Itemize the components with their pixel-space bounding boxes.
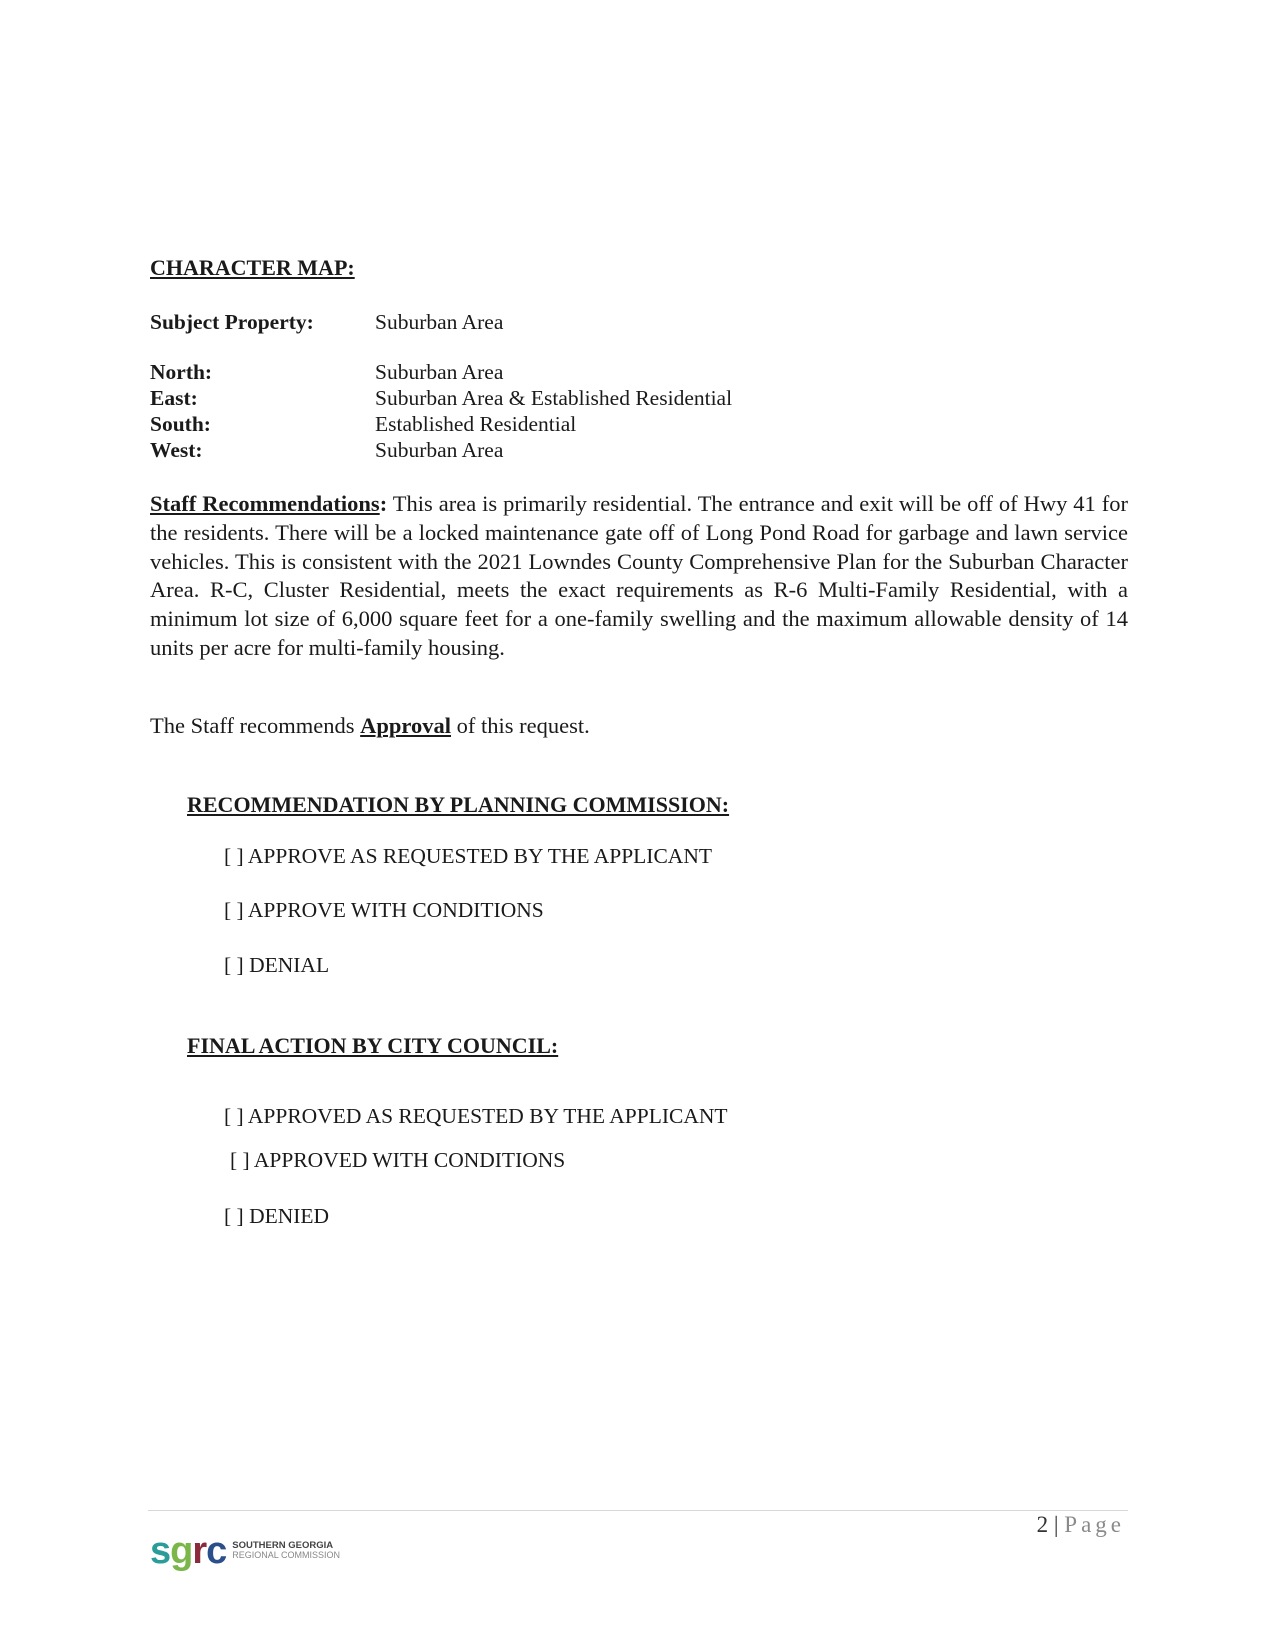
direction-value: Suburban Area <box>375 438 504 462</box>
logo-text-line1: SOUTHERN GEORGIA <box>232 1540 334 1552</box>
subject-property-label: Subject Property: <box>150 310 314 334</box>
page-number-separator: | <box>1053 1512 1059 1537</box>
planning-option-approve-conditions: [ ] APPROVE WITH CONDITIONS <box>224 898 544 922</box>
recommend-approval: Approval <box>360 713 452 738</box>
logo-text-line2: REGIONAL COMMISSION <box>232 1550 340 1561</box>
footer-rule <box>148 1510 1128 1511</box>
planning-option-approve: [ ] APPROVE AS REQUESTED BY THE APPLICANT <box>224 844 712 868</box>
staff-recommendations-paragraph <box>150 490 1128 663</box>
staff-recommendations-colon: : <box>379 491 388 516</box>
council-option-approved: [ ] APPROVED AS REQUESTED BY THE APPLICANT <box>224 1104 728 1128</box>
sgrc-logo-mark <box>150 1532 226 1570</box>
logo-letter-r: r <box>192 1530 207 1572</box>
character-map-heading: CHARACTER MAP: <box>150 255 355 280</box>
sgrc-logo-text <box>232 1541 340 1560</box>
planning-commission-heading: RECOMMENDATION BY PLANNING COMMISSION: <box>187 792 730 817</box>
subject-property-value: Suburban Area <box>375 310 504 334</box>
staff-recommendations-text: This area is primarily residential. The entrance and exit will be off of Hwy 41 for the residents. There will be a locked maintenance gate off of Long Pond Road for garbage and lawn service vehicles. This is consistent with the 2021 Lowndes County Comprehensive Plan for the Suburban Character Area. R-C, Cluster Residential, meets the exact requirements as R-6 Multi-Family Residential, with a minimum lot size of 6,000 square feet for a one-family swelling and the maximum allowable density of 14 units per acre for multi-family housing. <box>150 491 1129 660</box>
direction-label: West: <box>150 438 203 462</box>
direction-value: Suburban Area <box>375 360 504 384</box>
page-number-value: 2 <box>1036 1512 1049 1537</box>
direction-label: North: <box>150 360 213 384</box>
direction-label: South: <box>150 412 211 436</box>
council-option-denied: [ ] DENIED <box>224 1204 330 1228</box>
planning-option-denial: [ ] DENIAL <box>224 953 330 977</box>
city-council-heading: FINAL ACTION BY CITY COUNCIL: <box>187 1033 559 1058</box>
subject-property-row <box>150 310 503 335</box>
logo-letter-g: g <box>170 1530 193 1572</box>
direction-row-north <box>150 360 503 385</box>
sgrc-logo <box>150 1532 340 1570</box>
direction-row-west <box>150 438 503 463</box>
recommend-suffix: of this request. <box>451 713 590 738</box>
direction-row-east <box>150 386 732 411</box>
direction-value: Suburban Area & Established Residential <box>375 386 733 410</box>
direction-label: East: <box>150 386 198 410</box>
logo-letter-s: s <box>150 1530 171 1572</box>
recommend-prefix: The Staff recommends <box>150 713 361 738</box>
direction-row-south <box>150 412 576 437</box>
page-number <box>1037 1512 1125 1538</box>
direction-value: Established Residential <box>375 412 577 436</box>
staff-recommends-line <box>150 712 1128 741</box>
page-number-label: Page <box>1064 1512 1125 1537</box>
council-option-approved-conditions: [ ] APPROVED WITH CONDITIONS <box>230 1148 566 1172</box>
staff-recommendations-label: Staff Recommendations <box>150 491 380 516</box>
logo-letter-c: c <box>206 1530 227 1572</box>
